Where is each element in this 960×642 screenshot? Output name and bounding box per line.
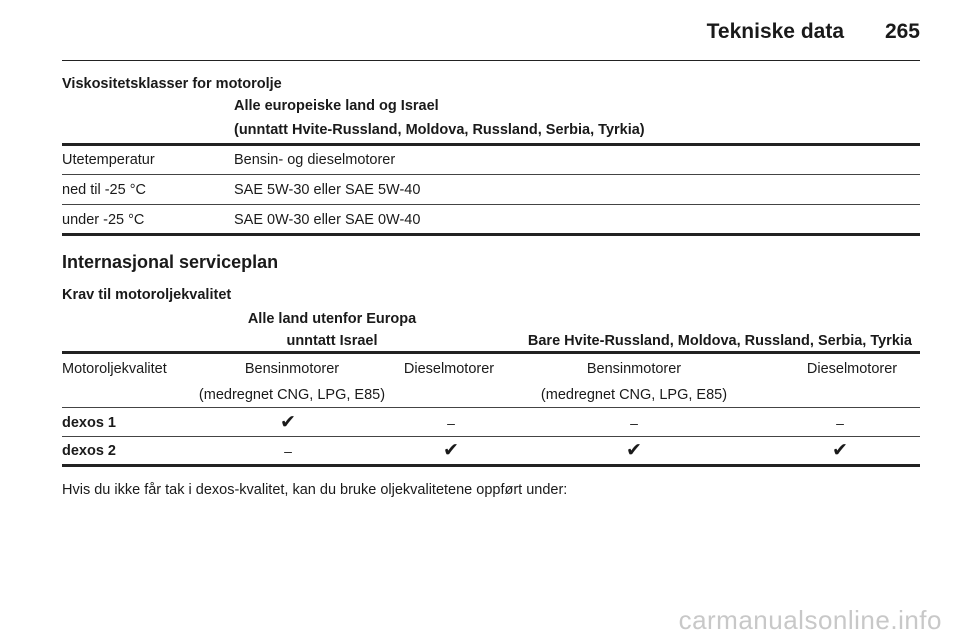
check-icon: ✔: [626, 440, 642, 461]
table-rule: [62, 351, 920, 354]
page-number: 265: [884, 20, 920, 43]
row-grade: SAE 0W-30 eller SAE 0W-40: [234, 212, 421, 228]
dash-icon: –: [284, 443, 292, 459]
group1-line1: Alle land utenfor Europa: [247, 311, 417, 327]
viscosity-title: Viskositetsklasser for motorolje: [62, 76, 282, 92]
dash-icon: –: [630, 415, 638, 431]
section-title: Tekniske data: [706, 20, 844, 43]
col-note-petrol: (medregnet CNG, LPG, E85): [540, 387, 728, 403]
oil-quality-name: dexos 2: [62, 443, 116, 459]
col-header-diesel: Dieselmotorer: [806, 361, 898, 377]
col-header-temperature: Utetemperatur: [62, 152, 155, 168]
table-rule: [62, 464, 920, 467]
col-header-diesel: Dieselmotorer: [403, 361, 495, 377]
viscosity-region-line1: Alle europeiske land og Israel: [234, 98, 439, 114]
table-rule: [62, 407, 920, 408]
col-header-petrol: Bensinmotorer: [586, 361, 682, 377]
row-grade: SAE 5W-30 eller SAE 5W-40: [234, 182, 421, 198]
viscosity-region-line2: (unntatt Hvite-Russland, Moldova, Russland, Serbia, Tyrkia): [234, 122, 645, 138]
table-rule: [62, 233, 920, 236]
page-header: [62, 16, 920, 61]
group2-header: Bare Hvite-Russland, Moldova, Russland, Serbia, Tyrkia: [527, 333, 912, 349]
row-temp: ned til -25 °C: [62, 182, 146, 198]
row-temp: under -25 °C: [62, 212, 145, 228]
check-icon: ✔: [280, 412, 296, 433]
manual-page: [62, 0, 920, 642]
table-rule: [62, 436, 920, 437]
dash-icon: –: [836, 415, 844, 431]
oil-quality-title: Krav til motoroljekvalitet: [62, 287, 232, 303]
dash-icon: –: [447, 415, 455, 431]
group1-line2: unntatt Israel: [286, 333, 378, 349]
check-icon: ✔: [443, 440, 459, 461]
table-rule: [62, 204, 920, 205]
footer-note: Hvis du ikke får tak i dexos-kvalitet, kan du bruke oljekvalitetene oppført under:: [62, 482, 568, 498]
col-header-engines: Bensin- og dieselmotorer: [234, 152, 396, 168]
table-rule: [62, 143, 920, 146]
col-note-petrol: (medregnet CNG, LPG, E85): [198, 387, 386, 403]
section-heading: Internasjonal serviceplan: [62, 252, 279, 272]
oil-quality-name: dexos 1: [62, 415, 116, 431]
col-header-petrol: Bensinmotorer: [244, 361, 340, 377]
table-rule: [62, 174, 920, 175]
col-header-quality: Motoroljekvalitet: [62, 361, 167, 377]
check-icon: ✔: [832, 440, 848, 461]
watermark: carmanualsonline.info: [678, 605, 942, 635]
